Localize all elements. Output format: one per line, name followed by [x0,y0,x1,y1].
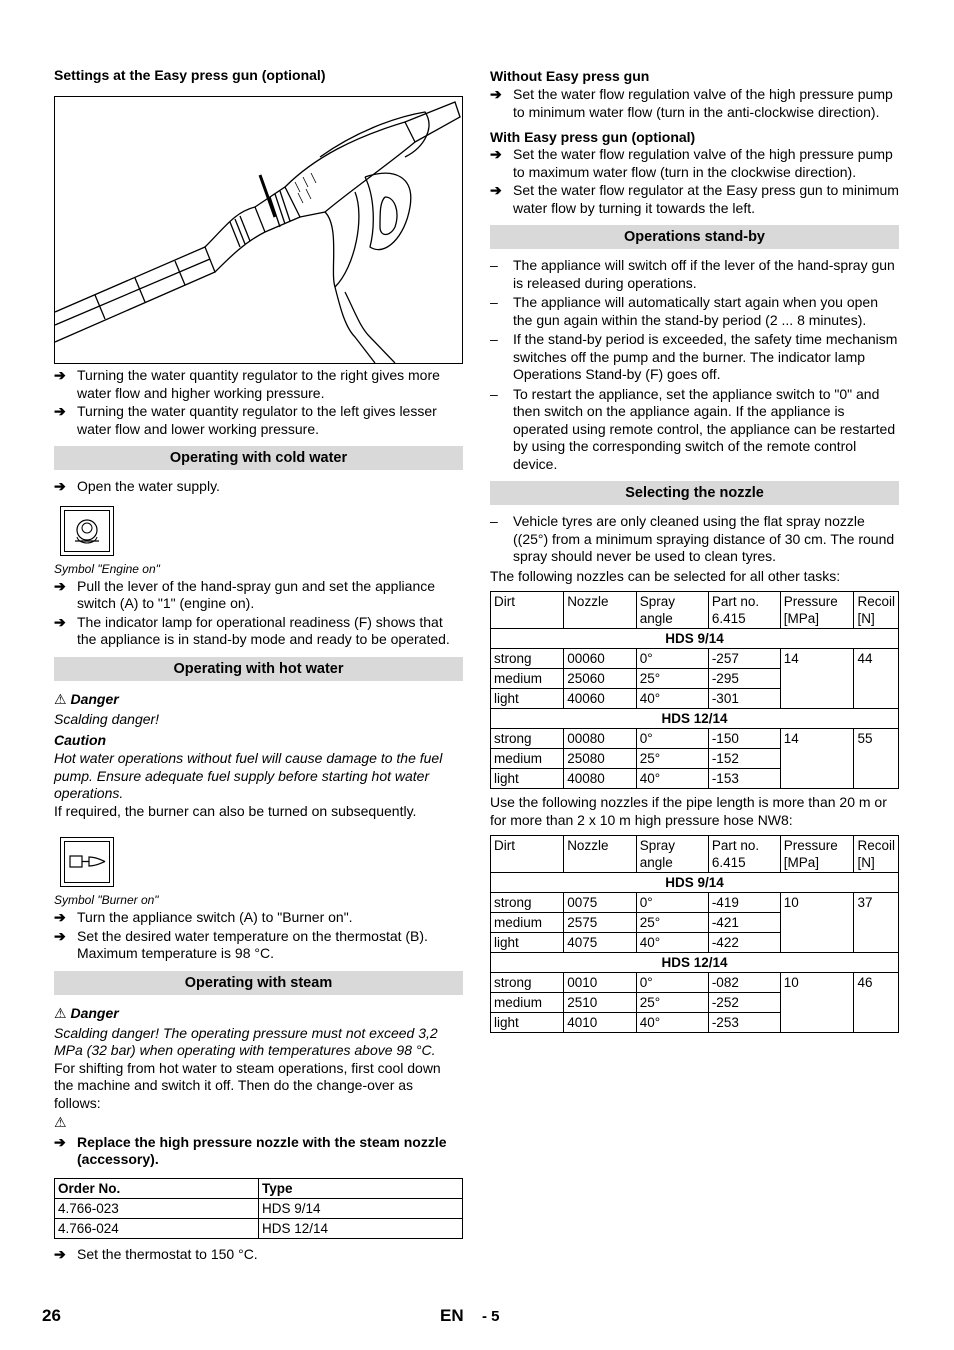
column-header: Dirt [491,836,564,873]
column-header: Type [259,1178,463,1198]
table-cell: 2575 [564,913,637,933]
column-header: Dirt [491,592,564,629]
table-cell: strong [491,729,564,749]
regulator-right-step: ➔ Turning the water quantity regulator to the right gives more water flow and higher working pressure. [54,367,440,401]
table-header-row [491,592,899,629]
table-cell: 2510 [564,993,637,1013]
table-cell: 4075 [564,933,637,953]
danger-text-label: Danger [70,1004,119,1021]
table-cell: 0° [636,973,708,993]
column-header: Part no. 6.415 [708,592,780,629]
model-row [491,873,899,893]
table-cell: light [491,1013,564,1033]
step-text: Set the desired water temperature on the thermostat (B). Maximum temperature is 98 °C. [77,927,428,961]
table-row [55,1218,463,1238]
tyre-note: – Vehicle tyres are only cleaned using the flat spray nozzle ((25°) from a minimum spraying distance of 30 cm. The round spray should never be used to clean tyres. [490,513,895,564]
column-header: Pressure [MPa] [780,592,854,629]
table-cell: 40080 [564,769,637,789]
step-text: Turn the appliance switch (A) to "Burner on". [77,909,353,925]
without-step: ➔ Set the water flow regulation valve of the high pressure pump to minimum water flow (turn in the anti-clockwise direction). [490,86,893,120]
table-cell: 40° [636,689,708,709]
column-header: Spray angle [636,836,708,873]
item-text: To restart the appliance, set the appliance switch to "0" and then switch on the appliance again. If the appliance is operated using remote control, the appliance can be restarted by using the corresponding switch of the remote control device. [513,385,896,472]
table-cell: 25° [636,669,708,689]
model-row [491,709,899,729]
table-cell: 00080 [564,729,637,749]
table-row [491,973,899,993]
step-text: Turning the water quantity regulator to the left gives lesser water flow and lower working pressure. [77,403,437,437]
hot-step: ➔ Turn the appliance switch (A) to "Burner on". [54,909,353,925]
column-header: Spray angle [636,592,708,629]
table-cell: 40060 [564,689,637,709]
table-row [55,1198,463,1218]
table-cell: 4.766-024 [55,1218,259,1238]
table-cell: strong [491,649,564,669]
table-cell: HDS 12/14 [259,1218,463,1238]
spray-gun-illustration [54,96,463,364]
item-text: If the stand-by period is exceeded, the safety time mechanism switches off the pump and the burner. The indicator lamp Operations Stand-by (F) goes off. [513,331,898,382]
table-cell: light [491,769,564,789]
table-cell: 40° [636,1013,708,1033]
table-cell: -257 [708,649,780,669]
table-cell: -253 [708,1013,780,1033]
steam-nozzle-step: ➔ Replace the high pressure nozzle with the steam nozzle (accessory). [54,1133,447,1167]
table-cell: strong [491,893,564,913]
standby-section-title: Operations stand-by [490,225,899,249]
steam-danger-text: Scalding danger! The operating pressure must not exceed 3,2 MPa (32 bar) when operating with temperatures above 98 °C. [54,1024,438,1058]
table-cell: -252 [708,993,780,1013]
language-code: EN [440,1306,464,1325]
warning-triangle-icon: ⚠ [54,1114,67,1130]
table-cell: 0010 [564,973,637,993]
table-row [491,729,899,749]
table-cell: -153 [708,769,780,789]
step-text: Pull the lever of the hand-spray gun and set the appliance switch (A) to "1" (engine on). [77,577,436,611]
right-column [490,66,899,1033]
model-row [491,953,899,973]
table-cell: 4010 [564,1013,637,1033]
model-label: HDS 12/14 [491,709,899,729]
steam-nozzle-table [54,1178,463,1239]
table-cell: medium [491,913,564,933]
table-header-row [55,1178,463,1198]
cold-water-section-title: Operating with cold water [54,446,463,470]
engine-on-caption: Symbol "Engine on" [54,561,160,576]
item-text: Vehicle tyres are only cleaned using the flat spray nozzle ((25°) from a minimum spraying distance of 30 cm. The round spray should never be used to clean tyres. [513,513,895,564]
table-cell: 0° [636,893,708,913]
table-cell: 25° [636,749,708,769]
table-cell: medium [491,993,564,1013]
table-cell: medium [491,669,564,689]
caution-label: Caution [54,732,107,748]
burner-icon [65,842,109,882]
table-cell: 00060 [564,649,637,669]
step-text: Open the water supply. [77,478,220,494]
model-row [491,629,899,649]
cold-step: ➔ The indicator lamp for operational readiness (F) shows that the appliance is in stand-by mode and ready to be operated. [54,613,450,647]
with-easy-heading: With Easy press gun (optional) [490,129,696,145]
table-cell: 40° [636,769,708,789]
burner-on-caption: Symbol "Burner on" [54,893,159,907]
pressure-cell: 10 [780,973,854,1033]
column-header: Nozzle [564,836,637,873]
burner-on-symbol [60,837,114,887]
danger-text: Scalding danger! [54,710,160,727]
table-cell: 0° [636,729,708,749]
standby-item: – The appliance will automatically start again when you open the gun again within the stand-by period (2 ... 8 minutes). [490,294,878,328]
without-easy-heading: Without Easy press gun [490,68,650,84]
danger-text-label: Danger [70,690,119,707]
burner-note: If required, the burner can also be turned on subsequently. [54,802,417,819]
nozzle-intro: The following nozzles can be selected for all other tasks: [490,567,841,584]
recoil-cell: 37 [854,893,899,953]
step-text: Set the water flow regulation valve of the high pressure pump to minimum water flow (turn in the anti-clockwise direction). [513,86,893,120]
table-cell: HDS 9/14 [259,1198,463,1218]
table-cell: -422 [708,933,780,953]
pressure-cell: 14 [780,729,854,789]
step-text: Set the water flow regulation valve of the high pressure pump to maximum water flow (turn in the clockwise direction). [513,146,893,180]
with-step: ➔ Set the water flow regulation valve of the high pressure pump to maximum water flow (turn in the clockwise direction). [490,146,893,180]
item-text: The appliance will switch off if the lever of the hand-spray gun is released during operations. [513,257,895,291]
nozzle-intro-long-hose: Use the following nozzles if the pipe length is more than 20 m or for more than 2 x 10 m high pressure hose NW8: [490,794,887,828]
spray-gun-drawing [55,97,463,363]
steam-section-title: Operating with steam [54,971,463,995]
nozzle-section-title: Selecting the nozzle [490,481,899,505]
with-step: ➔ Set the water flow regulator at the Easy press gun to minimum water flow by turning it towards the left. [490,182,899,216]
hot-step: ➔ Set the desired water temperature on the thermostat (B). Maximum temperature is 98 °C. [54,927,428,961]
table-row [491,649,899,669]
danger-label [54,1003,463,1023]
hot-water-section-title: Operating with hot water [54,657,463,681]
pressure-cell: 10 [780,893,854,953]
regulator-left-step: ➔ Turning the water quantity regulator to the left gives lesser water flow and lower working pressure. [54,403,437,437]
table-header-row [491,836,899,873]
recoil-cell: 44 [854,649,899,709]
step-text: Set the thermostat to 150 °C. [77,1245,258,1262]
step-text: Set the water flow regulator at the Easy press gun to minimum water flow by turning it towards the left. [513,182,899,216]
danger-label [54,689,463,709]
table-cell: 0° [636,649,708,669]
thermostat-step: ➔ Set the thermostat to 150 °C. [54,1245,258,1262]
warning-triangle-icon: ⚠ [54,1004,67,1021]
nozzle-table-long-hose [490,835,899,1033]
item-text: The appliance will automatically start again when you open the gun again within the stand-by period (2 ... 8 minutes). [513,294,878,328]
recoil-cell: 55 [854,729,899,789]
model-label: HDS 9/14 [491,873,899,893]
table-cell: -295 [708,669,780,689]
table-cell: 4.766-023 [55,1198,259,1218]
table-cell: -421 [708,913,780,933]
column-header: Recoil [N] [854,592,899,629]
model-label: HDS 12/14 [491,953,899,973]
engine-icon [65,511,109,551]
nozzle-table-standard [490,591,899,789]
column-header: Recoil [N] [854,836,899,873]
cold-step: ➔ Pull the lever of the hand-spray gun and set the appliance switch (A) to "1" (engine on). [54,577,436,611]
step-text: Turning the water quantity regulator to the right gives more water flow and higher working pressure. [77,367,440,401]
page-number: 26 [42,1306,61,1325]
column-header: Pressure [MPa] [780,836,854,873]
table-cell: -152 [708,749,780,769]
table-cell: 25° [636,913,708,933]
table-row [491,893,899,913]
standby-item: – If the stand-by period is exceeded, the safety time mechanism switches off the pump and the burner. The indicator lamp Operations Stand-by (F) goes off. [490,331,898,382]
table-cell: 40° [636,933,708,953]
step-text: The indicator lamp for operational readiness (F) shows that the appliance is in stand-by mode and ready to be operated. [77,613,450,647]
column-header: Order No. [55,1178,259,1198]
table-cell: -419 [708,893,780,913]
steam-note: For shifting from hot water to steam operations, first cool down the machine and switch it off. Then do the change-over as follows: [54,1059,441,1111]
table-cell: -150 [708,729,780,749]
standby-item: – The appliance will switch off if the lever of the hand-spray gun is released during operations. [490,257,895,291]
table-cell: medium [491,749,564,769]
caution-text: Hot water operations without fuel will cause damage to the fuel pump. Ensure adequate fuel supply before starting hot water operations. [54,750,443,801]
table-cell: 25080 [564,749,637,769]
table-cell: light [491,689,564,709]
sub-page-number: - 5 [482,1308,500,1325]
model-label: HDS 9/14 [491,629,899,649]
table-cell: light [491,933,564,953]
open-water-step: ➔ Open the water supply. [54,478,220,494]
warning-triangle-icon: ⚠ [54,690,67,707]
column-header: Part no. 6.415 [708,836,780,873]
recoil-cell: 46 [854,973,899,1033]
table-cell: 0075 [564,893,637,913]
easy-press-heading: Settings at the Easy press gun (optional) [54,67,326,83]
standby-item: – To restart the appliance, set the appliance switch to "0" and then switch on the appliance again. If the appliance is operated using remote control, the appliance can be restarted by using the corresponding switch of the remote control device. [490,385,896,472]
step-text: Replace the high pressure nozzle with the steam nozzle (accessory). [77,1133,447,1167]
table-cell: 25060 [564,669,637,689]
pressure-cell: 14 [780,649,854,709]
left-column [54,66,463,1264]
table-cell: -082 [708,973,780,993]
engine-on-symbol [60,506,114,556]
table-cell: strong [491,973,564,993]
table-cell: -301 [708,689,780,709]
column-header: Nozzle [564,592,637,629]
table-cell: 25° [636,993,708,1013]
